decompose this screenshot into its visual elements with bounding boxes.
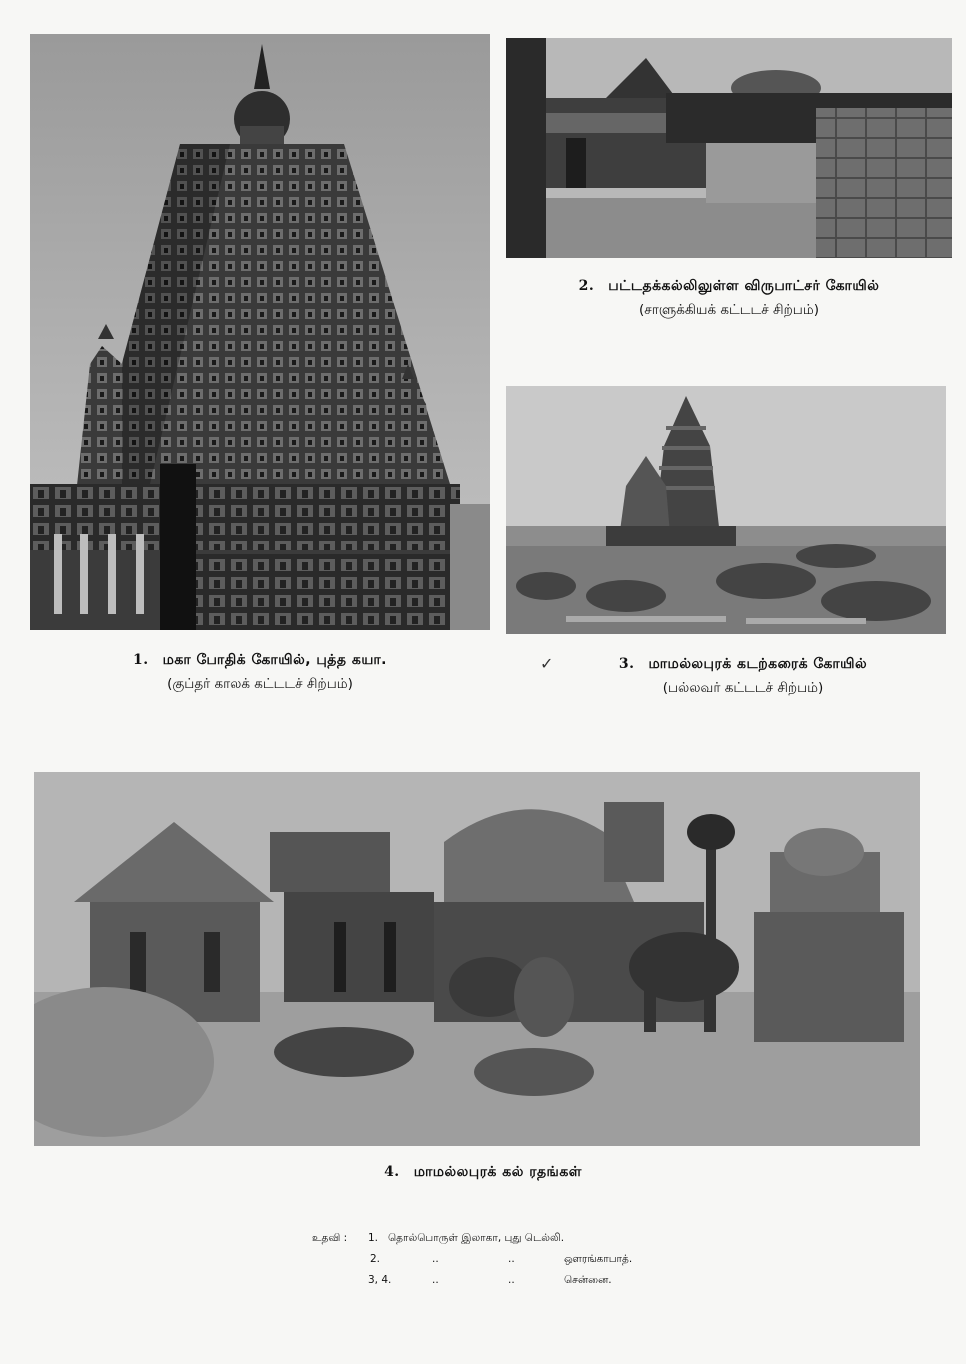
credit-ref: 2. (370, 1253, 381, 1265)
figure-3-caption (520, 656, 966, 698)
photo-mamallapuram-rathas (34, 772, 920, 1146)
figure-3-number: 3. (618, 656, 635, 672)
figure-2-subtitle: (சாளுக்கியக் கட்டடச் சிற்பம்) (639, 302, 819, 318)
credit-ref: 3, 4. (368, 1274, 392, 1286)
figure-1-number: 1. (132, 652, 149, 668)
figure-4-caption (260, 1164, 706, 1182)
figure-3-title: மாமல்லபுரக் கடற்கரைக் கோயில் (648, 656, 868, 672)
photo-mahabodhi-temple (30, 34, 490, 630)
check-mark-annotation: ✓ (540, 654, 554, 673)
figure-4-title: மாமல்லபுரக் கல் ரதங்கள் (413, 1164, 582, 1180)
figure-3-subtitle: (பல்லவர் கட்டடச் சிற்பம்) (662, 680, 824, 696)
credit-ref: 1. (368, 1232, 379, 1244)
figure-4-number: 4. (384, 1164, 400, 1180)
figure-2-caption (506, 278, 952, 320)
photo-shore-temple (506, 386, 946, 634)
photo-virupaksha-temple (506, 38, 952, 258)
credit-ditto: .. (432, 1274, 439, 1286)
credit-ditto: .. (432, 1253, 439, 1265)
credits-label: உதவி : (312, 1232, 348, 1244)
figure-1-caption (60, 652, 460, 694)
credit-source: சென்னை. (564, 1274, 612, 1286)
credit-source: ஔரங்காபாத். (564, 1253, 633, 1265)
figure-1-subtitle: (குப்தர் காலக் கட்டடச் சிற்பம்) (167, 676, 353, 692)
figure-2-title: பட்டதக்கல்லிலுள்ள விருபாட்சர் கோயில் (608, 278, 880, 294)
figure-1-title: மகா போதிக் கோயில், புத்த கயா. (162, 652, 388, 668)
credit-ditto: .. (508, 1274, 515, 1286)
credit-source: தொல்பொருள் இலாகா, புது டெல்லி. (388, 1232, 565, 1244)
figure-2-number: 2. (578, 278, 595, 294)
credit-ditto: .. (508, 1253, 515, 1265)
